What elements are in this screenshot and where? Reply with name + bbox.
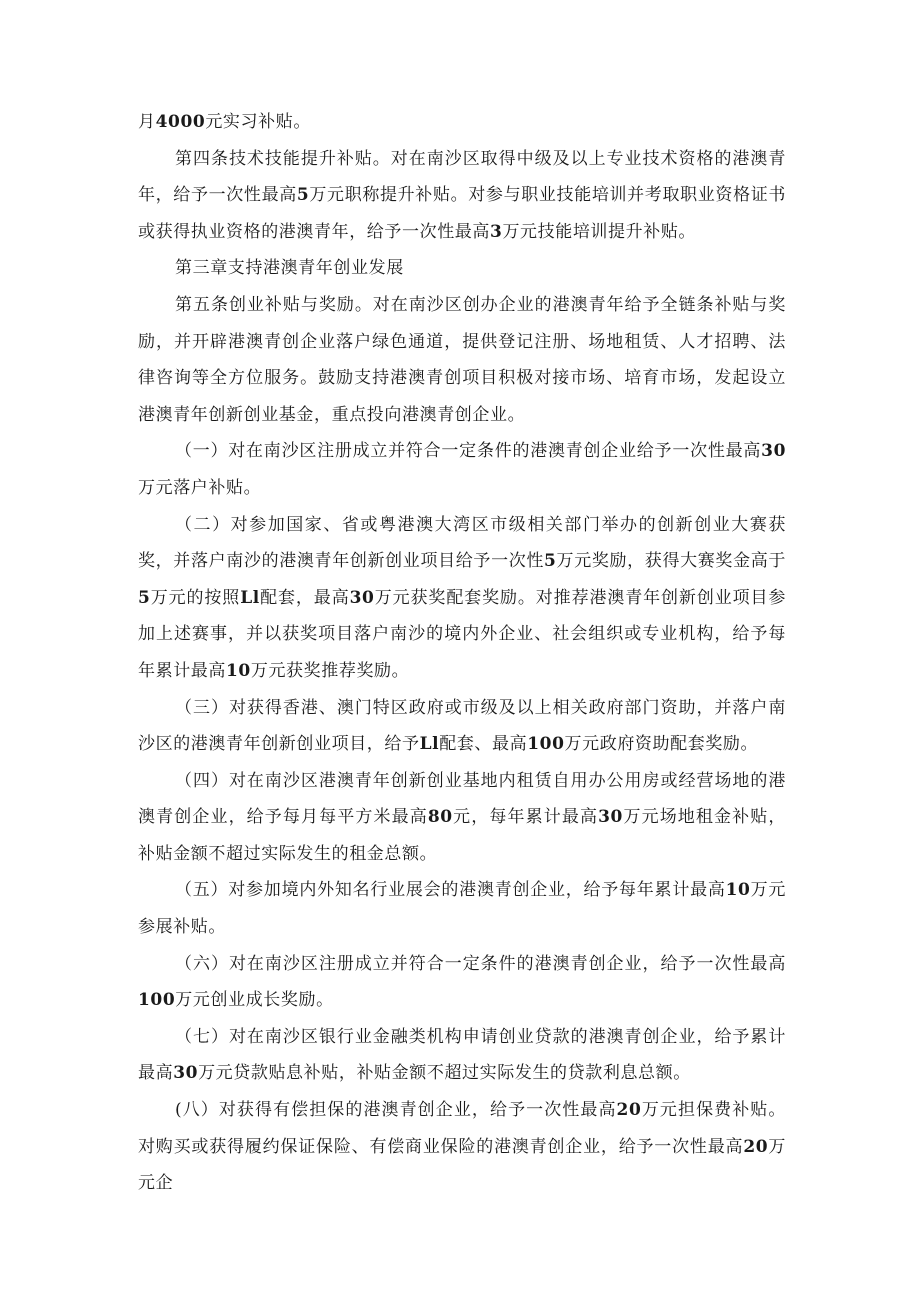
paragraph-item-1: （一）对在南沙区注册成立并符合一定条件的港澳青创企业给予一次性最高30万元落户补贴。 xyxy=(138,441,786,498)
paragraph-item-6: （六）对在南沙区注册成立并符合一定条件的港澳青创企业，给予一次性最高100万元创业成长奖励。 xyxy=(138,953,786,1011)
paragraph-item-3: （三）对获得香港、澳门特区政府或市级及以上相关政府部门资助，并落户南沙区的港澳青年创新创业项目，给予Ll配套、最高100万元政府资助配套奖励。 xyxy=(138,697,786,755)
paragraph-continuation: 月4000元实习补贴。 xyxy=(138,112,311,132)
paragraph-item-8: (八）对获得有偿担保的港澳青创企业，给予一次性最高20万元担保费补贴。对购买或获得履约保证保险、有偿商业保险的港澳青创企业，给予一次性最高20万元企 xyxy=(138,1100,786,1194)
paragraph-item-2: （二）对参加国家、省或粤港澳大湾区市级相关部门举办的创新创业大赛获奖，并落户南沙的港澳青年创新创业项目给予一次性5万元奖励，获得大赛奖金高于5万元的按照Ll配套，最高30万元获奖配套奖励。对推荐港澳青年创新创业项目参加上述赛事，并以获奖项目落户南沙的境内外企业、社会组织或专业机构，给予每年累计最高10万元获奖推荐奖励。 xyxy=(138,514,786,681)
paragraph-item-7: （七）对在南沙区银行业金融类机构申请创业贷款的港澳青创企业，给予累计最高30万元贷款贴息补贴，补贴金额不超过实际发生的贷款利息总额。 xyxy=(138,1026,786,1084)
paragraph-article-5: 第五条创业补贴与奖励。对在南沙区创办企业的港澳青年给予全链条补贴与奖励，并开辟港澳青创企业落户绿色通道，提供登记注册、场地租赁、人才招聘、法律咨询等全方位服务。鼓励支持港澳青创项目积极对接市场、培育市场，发起设立港澳青年创新创业基金，重点投向港澳青创企业。 xyxy=(138,294,786,425)
paragraph-item-4: （四）对在南沙区港澳青年创新创业基地内租赁自用办公用房或经营场地的港澳青创企业，给予每月每平方米最高80元，每年累计最高30万元场地租金补贴，补贴金额不超过实际发生的租金总额。 xyxy=(138,770,786,864)
paragraph-item-5: （五）对参加境内外知名行业展会的港澳青创企业，给予每年累计最高10万元参展补贴。 xyxy=(138,880,786,938)
document-page xyxy=(138,104,786,1202)
paragraph-article-4: 第四条技术技能提升补贴。对在南沙区取得中级及以上专业技术资格的港澳青年，给予一次性最高5万元职称提升补贴。对参与职业技能培训并考取职业资格证书或获得执业资格的港澳青年，给予一次性最高3万元技能培训提升补贴。 xyxy=(138,148,786,242)
chapter-heading: 第三章支持港澳青年创业发展 xyxy=(175,258,404,279)
